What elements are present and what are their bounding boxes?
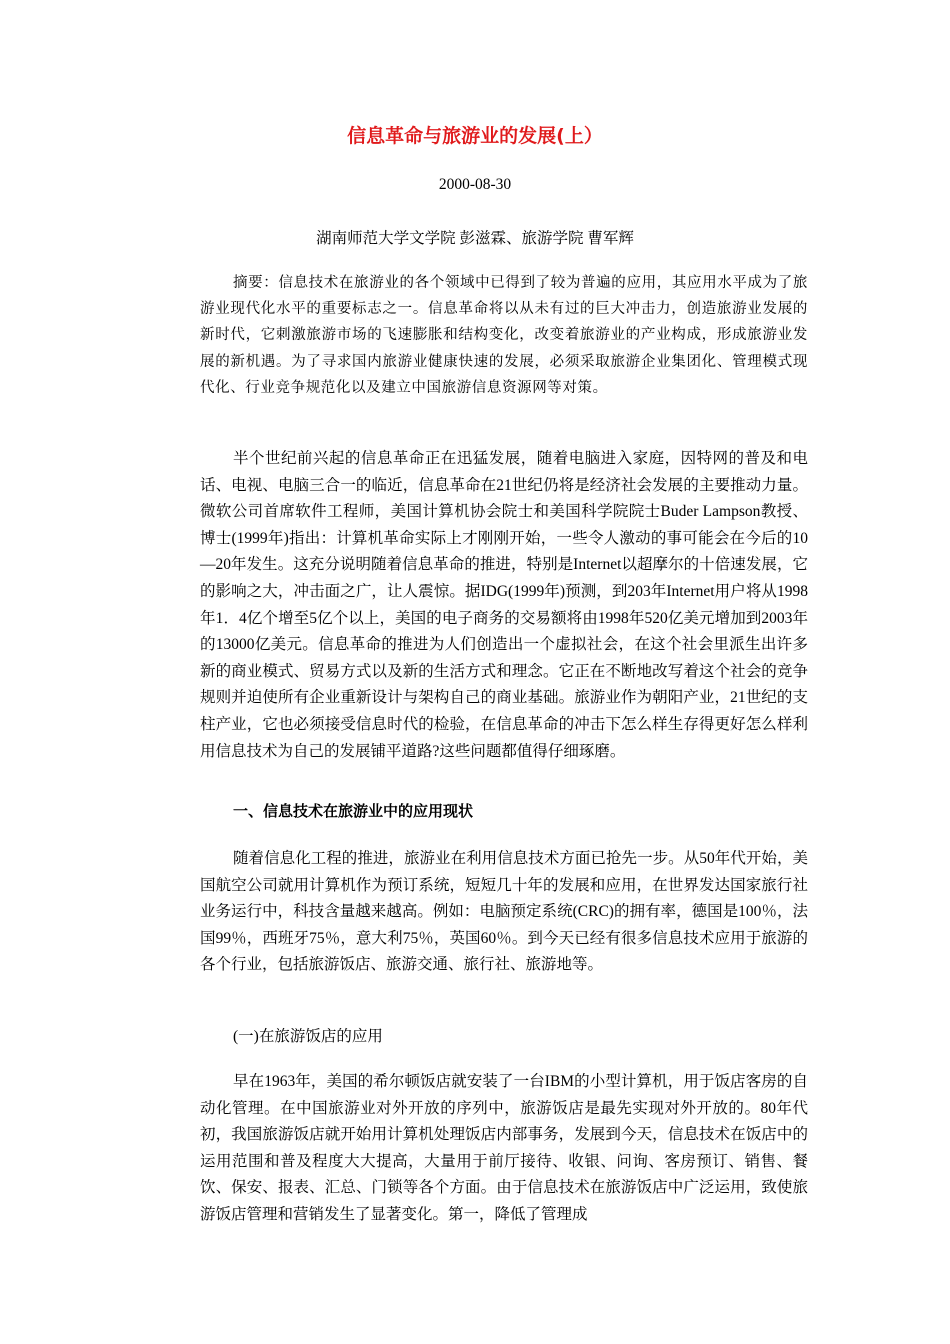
section-heading: 一、信息技术在旅游业中的应用现状	[233, 802, 474, 820]
document-title: 信息革命与旅游业的发展(上）	[347, 125, 603, 147]
abstract-paragraph: 摘要：信息技术在旅游业的各个领域中已得到了较为普遍的应用，其应用水平成为了旅游业现代化水平的重要标志之一。信息革命将以从未有过的巨大冲击力，创造旅游业发展的新时代，它刺激旅游市场的飞速膨胀和结构变化，改变着旅游业的产业构成，形成旅游业发展的新机遇。为了寻求国内旅游业健康快速的发展，必须采取旅游企业集团化、管理模式现代化、行业竞争规范化以及建立中国旅游信息资源网等对策。	[200, 275, 808, 396]
publish-date: 2000-08-30	[438, 176, 512, 193]
author-line: 湖南师范大学文学院 彭滋霖、旅游学院 曹军辉	[316, 230, 634, 247]
subsection-heading: (一)在旅游饭店的应用	[233, 1028, 383, 1045]
subsection-paragraph: 早在1963年，美国的希尔顿饭店就安装了一台IBM的小型计算机，用于饭店客房的自动化管理。在中国旅游业对外开放的序列中，旅游饭店是最先实现对外开放的。80年代初，我国旅游饭店就开始用计算机处理饭店内部事务，发展到今天，信息技术在饭店中的运用范围和普及程度大大提高，大量用于前厅接待、收银、问询、客房预订、销售、餐饮、保安、报表、汇总、门锁等各个方面。由于信息技术在旅游饭店中广泛运用，致使旅游饭店管理和营销发生了显著变化。第一，降低了管理成	[200, 1073, 808, 1223]
intro-paragraph: 半个世纪前兴起的信息革命正在迅猛发展，随着电脑进入家庭，因特网的普及和电话、电视、电脑三合一的临近，信息革命在21世纪仍将是经济社会发展的主要推动力量。微软公司首席软件工程师，美国计算机协会院士和美国科学院院士Buder Lampson教授、博士(1999年)指出：计算机革命实际上才刚刚开始，一些令人激动的事可能会在今后的10—20年发生。这充分说明随着信息革命的推进，特别是Internet以超摩尔的十倍速发展，它的影响之大，冲击面之广，让人震惊。据IDG(1999年)预测，到203年Internet用户将从1998年1．4亿个增至5亿个以上，美国的电子商务的交易额将由1998年520亿美元增加到2003年的13000亿美元。信息革命的推进为人们创造出一个虚拟社会，在这个社会里派生出许多新的商业模式、贸易方式以及新的生活方式和理念。它正在不断地改写着这个社会的竞争规则并迫使所有企业重新设计与架构自己的商业基础。旅游业作为朝阳产业，21世纪的支柱产业，它也必须接受信息时代的检验，在信息革命的冲击下怎么样生存得更好怎么样利用信息技术为自己的发展铺平道路?这些问题都值得仔细琢磨。	[200, 450, 808, 760]
section-paragraph: 随着信息化工程的推进，旅游业在利用信息技术方面已抢先一步。从50年代开始，美国航空公司就用计算机作为预订系统，短短几十年的发展和应用，在世界发达国家旅行社业务运行中，科技含量越来越高。例如：电脑预定系统(CRC)的拥有率，德国是100％，法国99％，西班牙75％，意大利75％，英国60％。到今天已经有很多信息技术应用于旅游的各个行业，包括旅游饭店、旅游交通、旅行社、旅游地等。	[200, 850, 808, 974]
